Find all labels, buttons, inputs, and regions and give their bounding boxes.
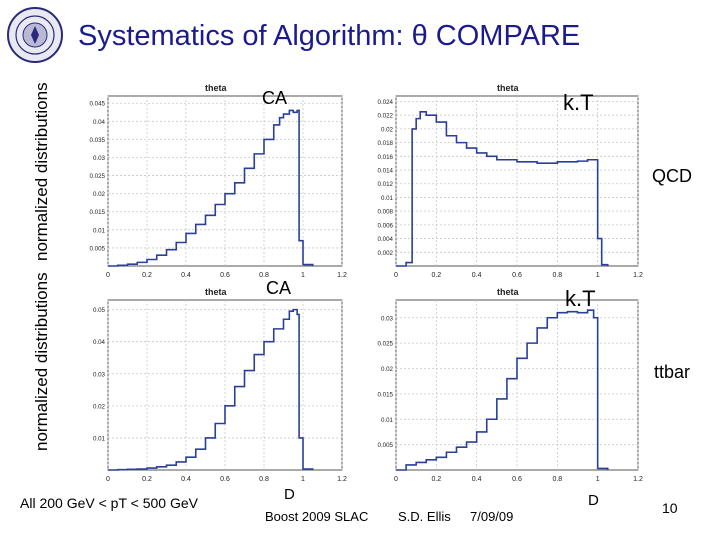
x-tick-label: 1: [595, 272, 600, 279]
y-tick-label: 0.022: [377, 112, 393, 120]
y-tick-label: 0.024: [377, 98, 393, 106]
y-tick-label: 0.025: [89, 173, 105, 181]
x-tick-label: 0.4: [181, 272, 191, 279]
y-tick-label: 0.01: [380, 416, 393, 424]
footer-cut: All 200 GeV < pT < 500 GeV: [20, 495, 198, 511]
y-tick-label: 0.015: [89, 209, 105, 217]
y-tick-label: 0.02: [380, 126, 393, 134]
x-tick-label: 0.2: [431, 272, 442, 279]
slide-title: Systematics of Algorithm: θ COMPARE: [78, 20, 581, 52]
y-tick-label: 0.005: [89, 245, 105, 253]
ttbar-ca-histogram: [80, 282, 348, 490]
y-tick-label: 0.016: [377, 153, 393, 161]
x-tick-label: 0.6: [220, 476, 230, 483]
x-tick-label: 0.2: [431, 476, 442, 483]
x-tick-label: 0.4: [471, 476, 482, 483]
y-tick-label: 0.018: [377, 140, 393, 148]
row-label-top: normalized distributions: [32, 82, 51, 261]
y-tick-label: 0.04: [92, 339, 105, 347]
y-tick-label: 0.01: [380, 194, 393, 202]
y-tick-label: 0.025: [377, 340, 393, 348]
y-tick-label: 0.04: [92, 118, 105, 126]
y-tick-label: 0.015: [377, 391, 393, 399]
qcd-ca-histogram: [80, 78, 348, 286]
university-seal-icon: [6, 6, 64, 64]
x-tick-label: 0.4: [181, 476, 191, 483]
algo-label-kt-top: k.T: [563, 90, 594, 115]
x-tick-label: 0.2: [142, 476, 152, 483]
y-tick-label: 0.004: [377, 236, 393, 244]
y-tick-label: 0.045: [89, 100, 105, 108]
ttbar-kt-histogram: [368, 282, 644, 490]
page-number: 10: [662, 500, 678, 516]
x-tick-label: 0.6: [512, 476, 522, 483]
y-tick-label: 0.005: [377, 442, 393, 450]
y-tick-label: 0.03: [92, 154, 105, 162]
y-tick-label: 0.03: [380, 315, 393, 323]
y-tick-label: 0.02: [92, 403, 105, 411]
x-tick-label: 0.8: [552, 272, 563, 279]
x-tick-label: 0.8: [552, 476, 563, 483]
x-tick-label: 1.2: [337, 272, 347, 279]
x-tick-label: 1: [301, 476, 305, 483]
footer-date: 7/09/09: [470, 509, 514, 524]
plot-title: theta: [497, 83, 519, 93]
qcd-kt-histogram: [368, 78, 644, 286]
axis-label-d-right: D: [588, 492, 599, 509]
algo-label-ca-bottom: CA: [266, 278, 292, 298]
row-label-bottom: normalized distributions: [32, 272, 51, 451]
y-tick-label: 0.03: [92, 371, 105, 379]
x-tick-label: 0.4: [471, 272, 482, 279]
x-tick-label: 0: [106, 476, 110, 483]
x-tick-label: 0.8: [259, 476, 269, 483]
y-tick-label: 0.006: [377, 222, 393, 230]
y-tick-label: 0.02: [92, 191, 105, 199]
algo-label-kt-bottom: k.T: [565, 286, 596, 311]
x-tick-label: 0: [394, 476, 398, 483]
algo-label-ca-top: CA: [262, 88, 288, 108]
x-tick-label: 1: [301, 272, 305, 279]
sample-label-ttbar: ttbar: [654, 362, 691, 382]
y-tick-label: 0.014: [377, 167, 393, 175]
x-tick-label: 1.2: [633, 476, 643, 483]
sample-label-qcd: QCD: [652, 166, 692, 186]
x-tick-label: 1.2: [633, 272, 643, 279]
plot-title: theta: [205, 83, 227, 93]
y-tick-label: 0.01: [92, 435, 105, 443]
axis-label-d-left: D: [284, 486, 295, 503]
footer-event: Boost 2009 SLAC: [265, 509, 369, 524]
y-tick-label: 0.012: [377, 181, 393, 189]
y-tick-label: 0.01: [92, 227, 105, 235]
y-tick-label: 0.02: [380, 366, 393, 374]
x-tick-label: 0.2: [142, 272, 152, 279]
plot-title: theta: [205, 287, 227, 297]
y-tick-label: 0.05: [92, 307, 105, 315]
x-tick-label: 0.6: [220, 272, 230, 279]
x-tick-label: 0.6: [512, 272, 522, 279]
x-tick-label: 0: [394, 272, 398, 279]
plot-title: theta: [497, 287, 519, 297]
footer-author: S.D. Ellis: [398, 509, 451, 524]
x-tick-label: 1: [595, 476, 600, 483]
x-tick-label: 0.8: [259, 272, 269, 279]
y-tick-label: 0.035: [89, 136, 105, 144]
x-tick-label: 0: [106, 272, 110, 279]
y-tick-label: 0.002: [377, 249, 393, 257]
y-tick-label: 0.008: [377, 208, 393, 216]
x-tick-label: 1.2: [337, 476, 347, 483]
